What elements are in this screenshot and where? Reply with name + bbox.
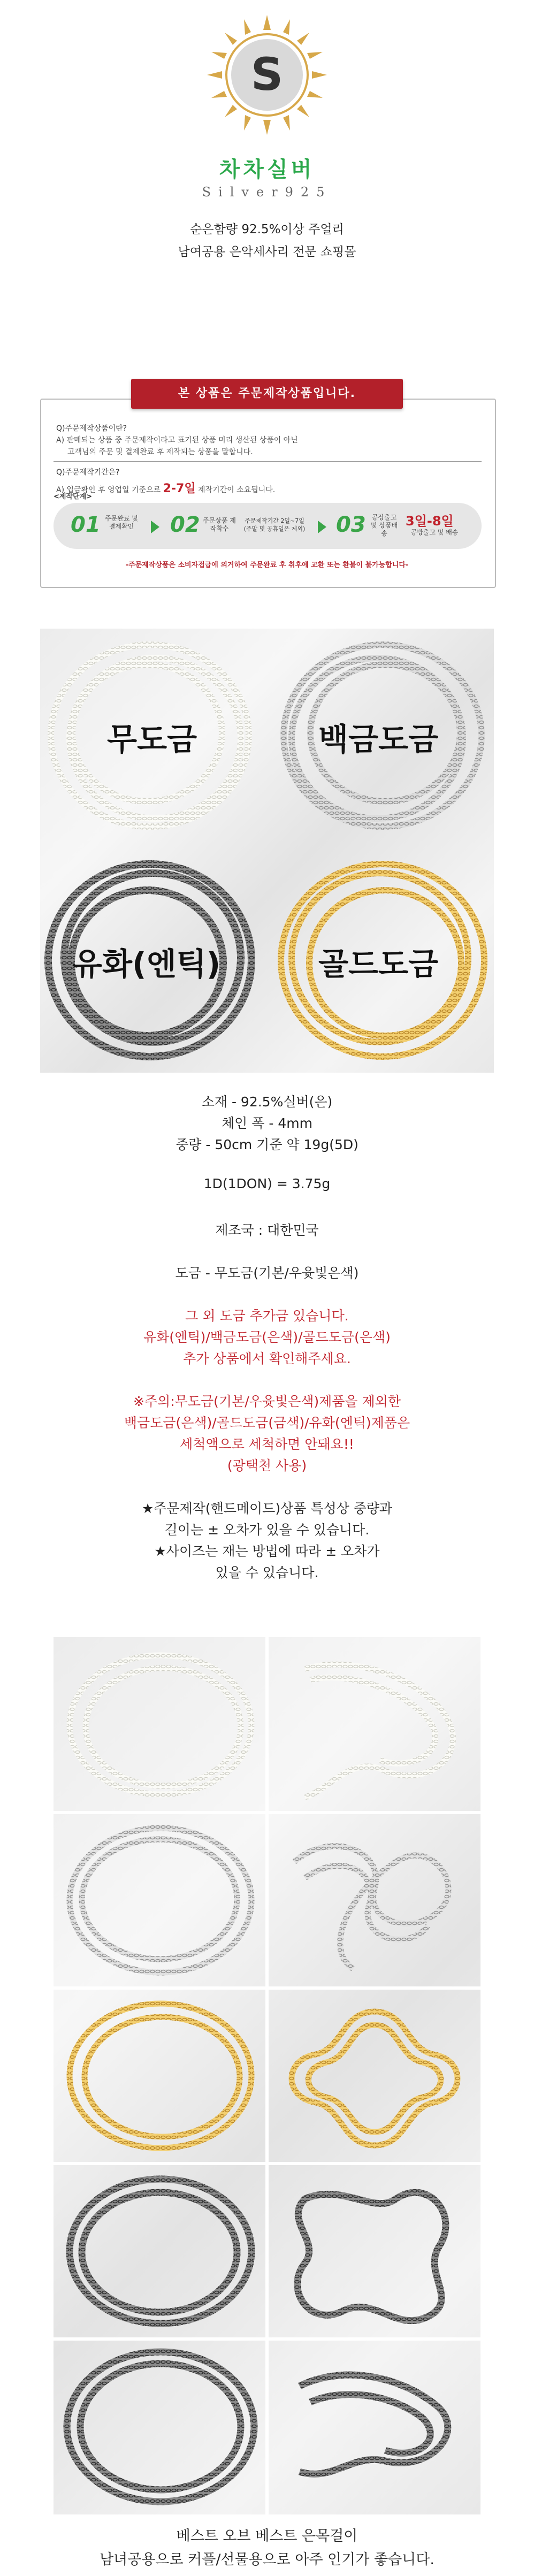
brand-name: 차차실버	[219, 157, 315, 182]
spec-origin: 제조국 : 대한민국	[215, 1222, 319, 1238]
steps-title: <제작단계>	[54, 493, 93, 501]
caution-4: (광택천 사용)	[227, 1458, 307, 1473]
step-3-text-2: 공방출고 및 배송	[410, 529, 459, 536]
caution-2: 백금도금(은색)/골드도금(금색)/유화(엔틱)제품은	[124, 1415, 410, 1431]
answer-2-prefix: A) 입금확인 후 영업일 기준으로	[56, 486, 161, 494]
step-2-number: 02	[170, 513, 200, 537]
note-4: 있을 수 있습니다.	[215, 1565, 319, 1580]
product-photo-grid	[54, 1637, 480, 2514]
bottom-subline: 남녀공용으로 커플/선물용으로 아주 인기가 좋습니다.	[100, 2551, 434, 2568]
product-photos	[54, 1637, 480, 2514]
answer-1-line-1: A) 판매되는 상품 중 주문제작이라고 표기된 상품 미리 생산된 상품이 아닌	[56, 436, 298, 445]
note-2: 길이는 ± 오차가 있을 수 있습니다.	[164, 1522, 370, 1538]
brand-subtitle: Silver925	[202, 185, 332, 200]
variant-label-platinum: 백금도금	[318, 721, 439, 758]
answer-2-days: 2-7일	[163, 482, 196, 495]
extra-plating-2: 유화(엔틱)/백금도금(은색)/골드도금(은색)	[143, 1329, 391, 1345]
bottom-headline: 베스트 오브 베스트 은목걸이	[176, 2528, 358, 2544]
step-3-text-1: 공장출고 및 상품배송	[370, 514, 398, 537]
question-1: Q)주문제작상품이란?	[56, 424, 127, 433]
question-2: Q)주문제작기간은?	[56, 468, 120, 477]
step-1-text: 주문완료 및 결제확인	[105, 515, 138, 530]
answer-2-suffix: 제작기간이 소요됩니다.	[198, 486, 276, 494]
spec-material: 소재 - 92.5%실버(은)	[201, 1094, 333, 1110]
spec-plating: 도금 - 무도금(기본/우윳빛은색)	[175, 1265, 359, 1281]
step-3-number: 03	[336, 513, 366, 537]
caution-1: ※주의:무도금(기본/우윳빛은색)제품을 제외한	[133, 1394, 401, 1409]
variant-label-gold: 골드도금	[318, 946, 439, 982]
step-2-text-2: 주문제작기간 2일~7일 (주말 및 공휴일은 제외)	[243, 517, 306, 532]
spec-weight: 중량 - 50cm 기준 약 19g(5D)	[176, 1137, 358, 1152]
notice-divider	[54, 461, 482, 462]
caution-3: 세척액으로 세척하면 안돼요!!	[180, 1436, 354, 1452]
chain-illustration-variants	[40, 629, 494, 1073]
step-2-text-1: 주문상품 제작착수	[203, 517, 236, 532]
brand-logo	[203, 11, 331, 139]
tagline-1: 순은함량 92.5%이상 주얼리	[190, 223, 344, 236]
product-variants-image	[40, 629, 494, 1073]
variant-label-antique: 유화(엔틱)	[72, 946, 221, 982]
spec-width: 체인 폭 - 4mm	[222, 1115, 312, 1131]
step-arrow-1	[151, 521, 159, 533]
note-1: ★주문제작(핸드메이드)상품 특성상 중량과	[141, 1501, 393, 1516]
logo-letter: S	[250, 48, 284, 101]
extra-plating-1: 그 외 도금 추가금 있습니다.	[185, 1308, 349, 1324]
variant-label-plain: 무도금	[107, 721, 197, 758]
step-3-days: 3일-8일	[406, 514, 454, 529]
note-3: ★사이즈는 재는 방법에 따라 ± 오차가	[154, 1543, 380, 1559]
extra-plating-3: 추가 상품에서 확인해주세요.	[183, 1351, 351, 1366]
spec-don: 1D(1DON) = 3.75g	[203, 1176, 331, 1191]
tagline-2: 남여공용 은악세사리 전문 쇼핑몰	[178, 245, 356, 259]
answer-1-line-2: 고객님의 주문 및 결제완료 후 제작되는 상품을 말합니다.	[67, 448, 253, 456]
refund-warning: -주문제작상품은 소비자접급에 의거하여 주문완료 후 취후에 교환 또는 환불이 불가능합니다-	[125, 561, 409, 569]
notice-banner: 본 상품은 주문제작상품입니다.	[131, 379, 403, 409]
step-arrow-2	[318, 521, 326, 533]
step-1-number: 01	[71, 513, 101, 537]
